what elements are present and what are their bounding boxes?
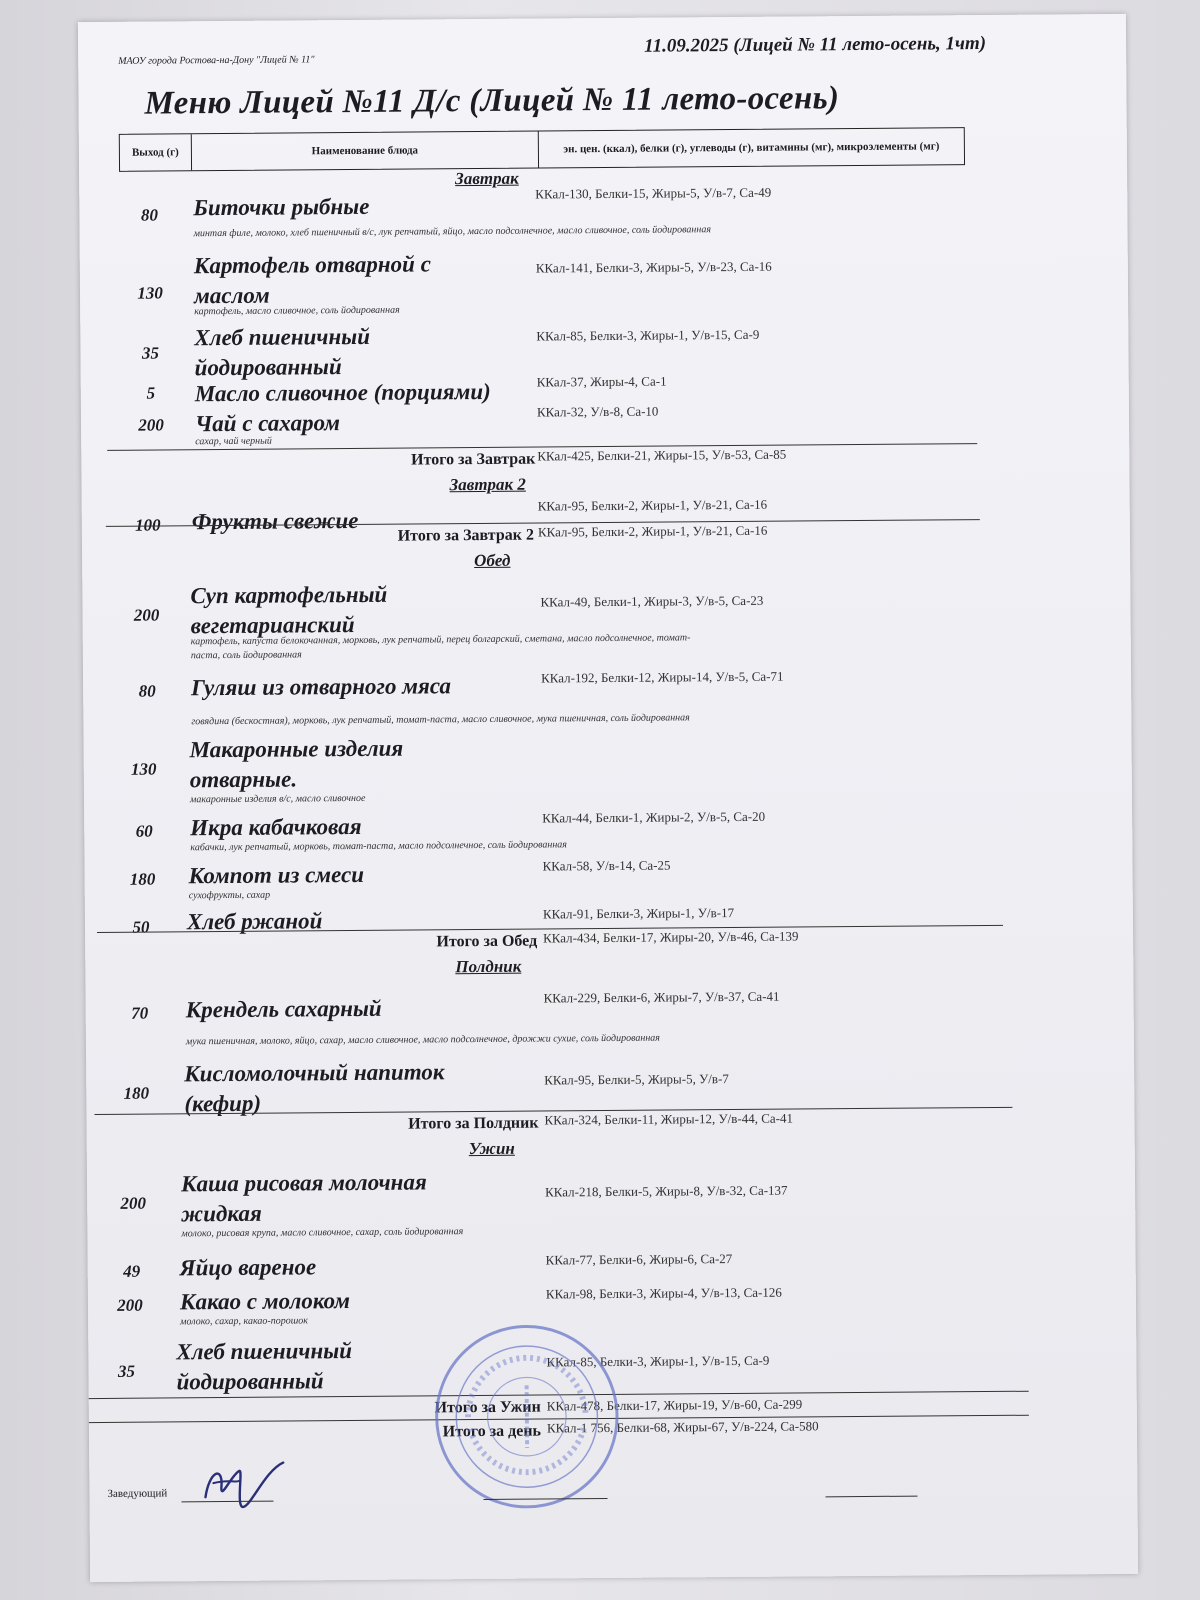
item-ingredients: говядина (бескостная), морковь, лук репчатый, томат-паста, масло сливочное, мука пшеничная, соль йодированная — [191, 712, 690, 728]
item-name: Хлеб пшеничный — [176, 1338, 353, 1365]
item-name-cont: йодированный — [194, 354, 342, 381]
item-ingredients: сахар, чай черный — [195, 435, 272, 448]
signature-icon — [199, 1457, 289, 1518]
item-output: 180 — [123, 1083, 150, 1103]
item-name: Кисломолочный напиток — [184, 1059, 445, 1087]
item-ingredients: картофель, масло сливочное, соль йодированная — [194, 304, 400, 318]
date-line: 11.09.2025 (Лицей № 11 лето-осень, 1чт) — [644, 33, 987, 57]
total-label: Итого за Обед — [436, 932, 538, 951]
item-output: 70 — [131, 1003, 149, 1023]
item-output: 180 — [129, 869, 156, 889]
item-name: Картофель отварной с — [193, 251, 431, 279]
item-name: Биточки рыбные — [193, 193, 370, 221]
item-ingredients: кабачки, лук репчатый, морковь, томат-паста, масло подсолнечное, соль йодированная — [190, 839, 567, 854]
section-breakfast: Завтрак — [455, 168, 519, 189]
menu-sheet — [78, 14, 1138, 1582]
item-name: Суп картофельный — [190, 581, 388, 609]
item-output: 200 — [138, 415, 164, 435]
total-label: Итого за Ужин — [434, 1398, 541, 1417]
header-output: Выход (г) — [120, 134, 192, 171]
item-nutrition: ККал-85, Белки-3, Жиры-1, У/в-15, Са-9 — [546, 1352, 770, 1370]
item-nutrition: ККал-95, Белки-5, Жиры-5, У/в-7 — [544, 1071, 729, 1088]
item-name: Макаронные изделия — [189, 735, 404, 763]
item-name-cont: (кефир) — [184, 1090, 262, 1117]
total-nutrition: ККал-434, Белки-17, Жиры-20, У/в-46, Са-139 — [543, 928, 799, 946]
item-nutrition: ККал-130, Белки-15, Жиры-5, У/в-7, Са-49 — [535, 184, 772, 202]
item-nutrition: ККал-91, Белки-3, Жиры-1, У/в-17 — [542, 905, 735, 922]
signer-label: Заведующий — [107, 1487, 168, 1500]
item-name-cont: йодированный — [176, 1368, 324, 1395]
item-ingredients: мука пшеничная, молоко, яйцо, сахар, масло сливочное, масло подсолнечное, дрожжи сухие, соль йодированная — [185, 1032, 660, 1048]
item-name: Крендель сахарный — [185, 995, 382, 1023]
item-output: 5 — [146, 383, 156, 403]
item-output: 49 — [123, 1261, 141, 1281]
item-output: 35 — [117, 1361, 136, 1381]
item-output: 130 — [137, 283, 163, 303]
item-name-cont: вегетарианский — [190, 611, 355, 639]
total-nutrition: ККал-324, Белки-11, Жиры-12, У/в-44, Са-41 — [544, 1110, 794, 1128]
round-stamp-icon — [428, 1318, 626, 1516]
item-output: 200 — [120, 1193, 146, 1213]
section-lunch: Обед — [474, 550, 511, 571]
item-ingredients: сухофрукты, сахар — [188, 889, 271, 902]
item-ingredients: минтая филе, молоко, хлеб пшеничный в/с, лук репчатый, яйцо, масло подсолнечное, масло сливочное, соль йодированная — [193, 224, 712, 240]
item-name-cont: отварные. — [189, 766, 298, 793]
item-output: 200 — [117, 1295, 143, 1315]
section-dinner: Ужин — [468, 1138, 515, 1159]
item-ingredients-cont: паста, соль йодированная — [190, 649, 302, 662]
total-nutrition: ККал-95, Белки-2, Жиры-1, У/в-21, Са-16 — [537, 522, 768, 540]
item-output: 200 — [133, 605, 160, 625]
section-breakfast-2: Завтрак 2 — [449, 474, 526, 495]
section-snack: Полдник — [455, 956, 522, 977]
total-label: Итого за Завтрак — [411, 450, 536, 469]
item-nutrition: ККал-98, Белки-3, Жиры-4, У/в-13, Са-126 — [545, 1284, 782, 1302]
item-nutrition: ККал-229, Белки-6, Жиры-7, У/в-37, Са-41 — [543, 988, 780, 1006]
total-nutrition: ККал-1 756, Белки-68, Жиры-67, У/в-224, Са-580 — [546, 1418, 819, 1436]
item-name: Фрукты свежие — [191, 507, 359, 535]
item-nutrition: ККал-192, Белки-12, Жиры-14, У/в-5, Са-71 — [540, 668, 784, 686]
item-output: 130 — [130, 759, 157, 779]
item-name: Хлеб ржаной — [186, 908, 323, 935]
item-name-cont: маслом — [193, 282, 270, 309]
item-name-cont: жидкая — [181, 1200, 262, 1227]
item-output: 80 — [138, 681, 156, 701]
item-name: Каша рисовая молочная — [180, 1169, 427, 1197]
total-nutrition: ККал-425, Белки-21, Жиры-15, У/в-53, Са-85 — [537, 446, 787, 464]
item-ingredients: молоко, рисовая крупа, масло сливочное, сахар, соль йодированная — [181, 1226, 464, 1240]
item-output: 35 — [141, 343, 160, 363]
item-output: 60 — [135, 821, 153, 841]
item-nutrition: ККал-141, Белки-3, Жиры-5, У/в-23, Са-16 — [535, 258, 772, 276]
item-ingredients: макаронные изделия в/с, масло сливочное — [189, 792, 366, 806]
item-name: Масло сливочное (порциями) — [194, 378, 491, 407]
item-ingredients: молоко, сахар, какао-порошок — [180, 1315, 308, 1328]
header-dish-name: Наименование блюда — [192, 132, 539, 171]
item-nutrition: ККал-44, Белки-1, Жиры-2, У/в-5, Са-20 — [542, 808, 766, 826]
item-name: Компот из смеси — [188, 861, 365, 889]
total-label: Итого за Полдник — [408, 1114, 539, 1133]
item-name: Какао с молоком — [179, 1288, 351, 1315]
item-output: 100 — [135, 515, 161, 535]
signature-line — [825, 1496, 917, 1498]
organization-name: МАОУ города Ростова-на-Дону "Лицей № 11" — [118, 54, 315, 67]
item-nutrition: ККал-58, У/в-14, Са-25 — [542, 857, 671, 874]
item-nutrition: ККал-37, Жиры-4, Са-1 — [536, 373, 667, 390]
page-title: Меню Лицей №11 Д/с (Лицей № 11 лето-осень) — [144, 80, 840, 122]
total-nutrition: ККал-478, Белки-17, Жиры-19, У/в-60, Са-299 — [546, 1396, 803, 1414]
item-name: Хлеб пшеничный — [194, 323, 371, 351]
item-output: 50 — [132, 917, 150, 937]
item-ingredients: картофель, капуста белокочанная, морковь, лук репчатый, перец болгарский, сметана, масло подсолнечное, томат- — [190, 632, 691, 648]
table-header — [119, 127, 965, 172]
item-nutrition: ККал-95, Белки-2, Жиры-1, У/в-21, Са-16 — [537, 496, 768, 514]
item-output: 80 — [140, 205, 158, 225]
item-name: Чай с сахаром — [194, 410, 341, 437]
item-nutrition: ККал-85, Белки-3, Жиры-1, У/в-15, Са-9 — [536, 326, 760, 344]
item-nutrition: ККал-218, Белки-5, Жиры-8, У/в-32, Са-137 — [545, 1182, 788, 1200]
item-nutrition: ККал-32, У/в-8, Са-10 — [536, 403, 659, 420]
total-label: Итого за день — [442, 1422, 542, 1441]
item-name: Гуляш из отварного мяса — [191, 673, 452, 701]
item-nutrition: ККал-49, Белки-1, Жиры-3, У/в-5, Са-23 — [540, 592, 764, 610]
item-name: Икра кабачковая — [190, 813, 362, 841]
item-name: Яйцо вареное — [179, 1254, 317, 1281]
item-nutrition: ККал-77, Белки-6, Жиры-6, Са-27 — [545, 1251, 733, 1268]
header-nutrition: эн. цен. (ккал), белки (г), углеводы (г), витамины (мг), микроэлементы (мг) — [563, 140, 940, 156]
total-label: Итого за Завтрак 2 — [397, 526, 534, 545]
